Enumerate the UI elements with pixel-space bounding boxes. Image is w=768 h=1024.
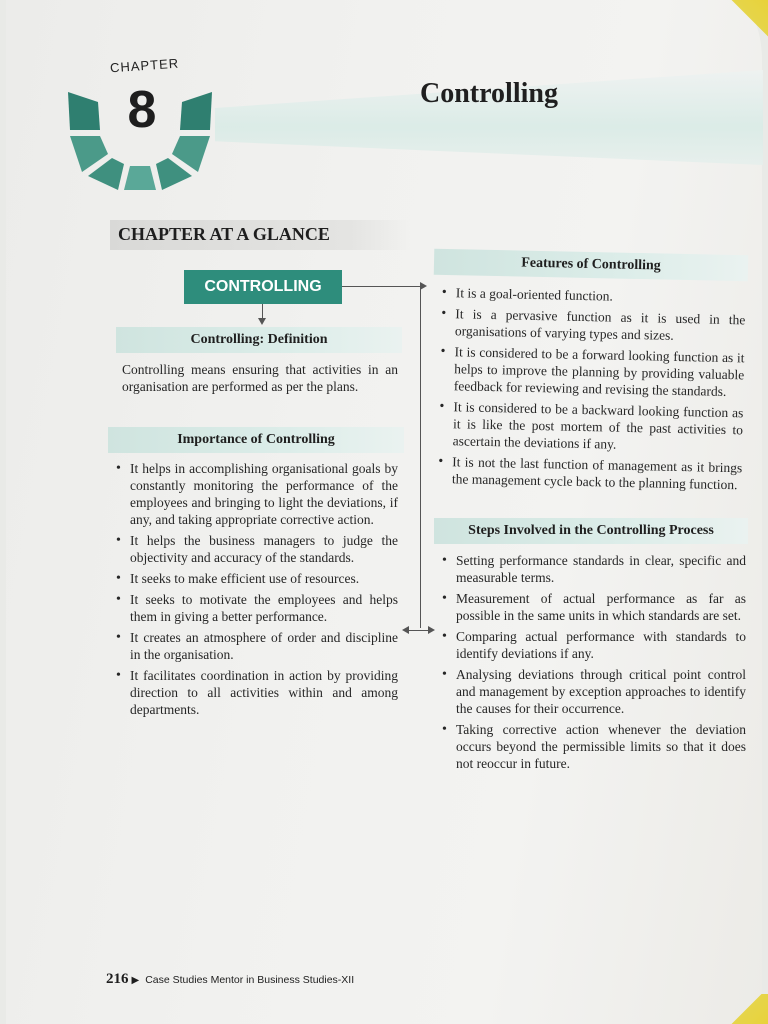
arrow-head-right-2 [428,626,435,634]
glance-banner [110,220,410,250]
arrow-head-left [402,626,409,634]
list-item: • It helps in accomplishing organisational goals by constantly monitoring the performance of the employees and bringing to light the deviations, if any, and taking appropriate corrective action. [116,460,398,528]
list-item: • Measurement of actual performance as far as possible in the same units in which standards are set. [442,590,746,624]
list-item: • Comparing actual performance with standards to identify deviations if any. [442,628,746,662]
list-item: • Analysing deviations through critical point control and management by exception approaches to identify the causes for their occurrence. [442,666,746,717]
connector-to-features [342,286,422,287]
list-item: • It is considered to be a backward looking function as it is like the post mortem of the past activities to ascertain the deviations if any. [439,398,744,455]
arrow-head-down [258,318,266,325]
triangle-right-icon: ▶ [131,975,140,986]
list-item: • It creates an atmosphere of order and discipline in the organisation. [116,629,398,663]
features-list [438,284,746,497]
steps-list [442,552,746,776]
definition-text: Controlling means ensuring that activities in an organisation are performed as per the plans. [122,362,398,394]
list-item: • It helps the business managers to judge the objectivity and accuracy of the standards. [116,532,398,566]
list-item: • It facilitates coordination in action by providing direction to all activities within and among departments. [116,667,398,718]
list-item: • It is a goal-oriented function. [442,284,746,307]
list-item: • Taking corrective action whenever the deviation occurs beyond the permissible limits so that it does not reoccur in future. [442,721,746,772]
list-item: • It is considered to be a forward looking function as it helps to improve the planning by providing valuable feedback for reviewing and revising the standards. [440,343,745,400]
chapter-label: CHAPTER [109,55,180,76]
definition-heading: Controlling: Definition [116,327,402,353]
controlling-box: CONTROLLING [184,270,342,304]
arrow-head-right [420,282,427,290]
chapter-title: Controlling [420,78,558,109]
features-heading: Features of Controlling [434,249,748,282]
importance-list [116,460,398,722]
connector-features-vertical [420,286,421,628]
chapter-number: 8 [127,81,157,139]
list-item: • It is a pervasive function as it is used in the organisations of varying types and sizes. [441,305,746,345]
list-item: • It is not the last function of management as it brings the management cycle back to the planning function. [438,453,743,493]
list-item: • Setting performance standards in clear, specific and measurable terms. [442,552,746,586]
list-item: • It seeks to motivate the employees and helps them in giving a better performance. [116,591,398,625]
page-corner-decoration-bottom [708,994,768,1024]
page-number: 216 [106,971,129,987]
importance-heading: Importance of Controlling [108,427,404,453]
book-title: Case Studies Mentor in Business Studies-XII [145,974,355,986]
page-footer [106,970,354,988]
glance-heading: CHAPTER AT A GLANCE [118,224,330,244]
list-item: • It seeks to make efficient use of resources. [116,570,398,587]
page-corner-decoration [728,0,768,40]
steps-heading: Steps Involved in the Controlling Process [434,518,748,544]
